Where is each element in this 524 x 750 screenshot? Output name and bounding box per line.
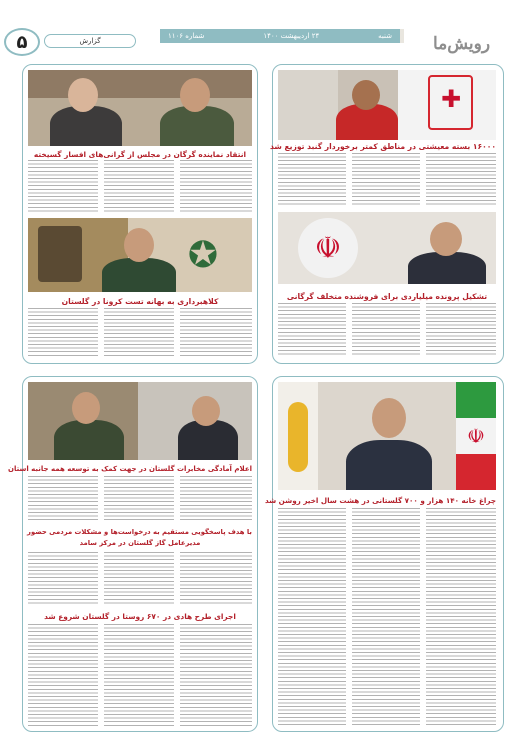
article-body xyxy=(104,476,174,520)
section-tab: گزارش xyxy=(44,34,136,48)
article-body xyxy=(104,308,174,356)
article-body xyxy=(352,303,420,355)
headline-gas-company[interactable]: با هدف پاسخگویی مستقیم به درخواست‌ها و مشکلات مردمی حضور xyxy=(27,528,252,536)
flag-emblem: ☫ xyxy=(467,424,485,448)
article-body xyxy=(278,153,346,207)
article-body xyxy=(426,508,496,726)
article-body xyxy=(28,476,98,520)
police-emblem: ✪ xyxy=(187,234,219,276)
article-body xyxy=(352,508,420,726)
article-body xyxy=(278,303,346,355)
issue-number: شماره ۱۱۰۶ xyxy=(168,32,205,40)
article-body xyxy=(104,552,174,604)
article-body xyxy=(104,624,174,726)
weekday: شنبه xyxy=(378,32,392,40)
article-body xyxy=(278,508,346,726)
article-body xyxy=(180,160,252,212)
date: ۲۴ اردیبهشت ۱۴۰۰ xyxy=(263,32,320,40)
article-body xyxy=(180,308,252,356)
article-body xyxy=(28,624,98,726)
page-number: ۵ xyxy=(4,28,40,56)
article-body xyxy=(28,308,98,356)
photo-relief-official[interactable] xyxy=(278,70,496,140)
article-body xyxy=(180,552,252,604)
photo-mp-meeting[interactable] xyxy=(28,70,252,146)
article-body xyxy=(28,552,98,604)
headline-mp-criticism[interactable]: انتقاد نماینده گرگان در مجلس از گرانی‌های افسار گسیخته xyxy=(33,150,247,159)
headline-telecom-support[interactable]: اعلام آمادگی مخابرات گلستان در جهت کمک به توسعه همه جانبه استان xyxy=(7,465,252,473)
national-emblem: ☫ xyxy=(314,230,342,266)
article-body xyxy=(426,303,496,355)
article-body xyxy=(352,153,420,207)
crescent-emblem: ✚ xyxy=(440,85,462,113)
photo-police-official[interactable] xyxy=(28,218,252,292)
headline-covid-fraud[interactable]: کلاهبرداری به بهانه تست کرونا در گلستان xyxy=(61,297,219,306)
photo-electricity-official[interactable] xyxy=(278,382,496,490)
article-body xyxy=(426,153,496,207)
article-body xyxy=(180,476,252,520)
subheadline-gas-company[interactable]: مدیرعامل گاز گلستان در مرکز سامد xyxy=(79,539,201,547)
newspaper-logo[interactable]: رویش‌ما xyxy=(404,28,519,60)
photo-telecom-meeting[interactable] xyxy=(28,382,252,460)
headline-rural-plan[interactable]: اجرای طرح هادی در ۶۷۰ روستا در گلستان شروع شد xyxy=(44,612,236,621)
photo-commerce-official[interactable] xyxy=(278,212,496,284)
article-body xyxy=(28,160,98,212)
headline-violator-case[interactable]: تشکیل پرونده میلیاردی برای فروشنده متخلف گرگانی xyxy=(286,292,488,301)
headline-electricity[interactable]: چراغ خانه ۱۴۰ هزار و ۷۰۰ گلستانی در هشت سال اخیر روشن شد xyxy=(264,496,496,505)
article-body xyxy=(180,624,252,726)
date-bar xyxy=(160,29,400,43)
article-body xyxy=(104,160,174,212)
headline-relief-packages[interactable]: ۱۶۰۰۰ بسته معیشتی در مناطق کمتر برخوردار گنبد توزیع شد xyxy=(269,142,496,151)
